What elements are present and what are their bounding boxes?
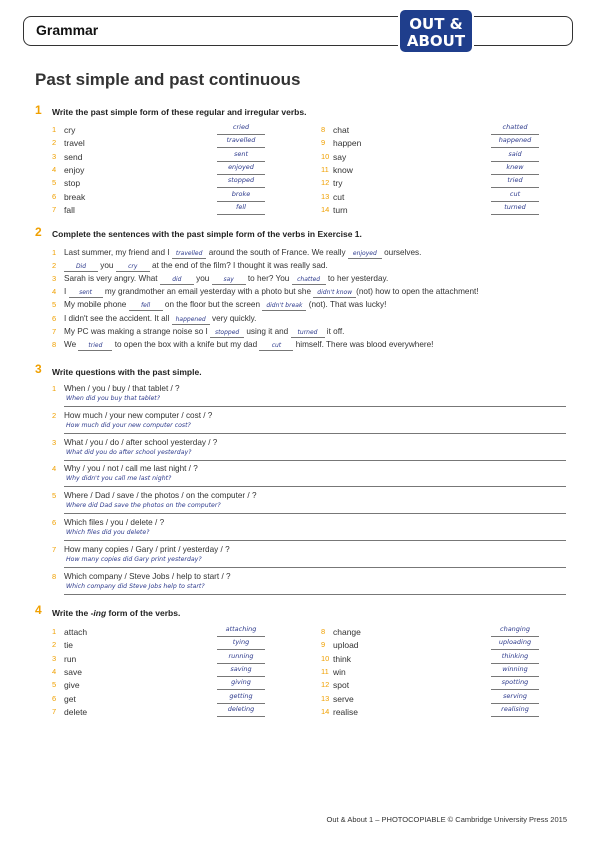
question-item [52, 438, 566, 461]
item-number: 3 [52, 274, 57, 284]
item-number: 6 [52, 518, 57, 527]
verb-label: chat [333, 125, 350, 135]
question-item [52, 411, 566, 434]
sentence-row [52, 248, 421, 259]
verb-label: cry [64, 125, 76, 135]
answer-field[interactable]: sent [217, 150, 265, 162]
answer-line[interactable]: Which files did you delete? [64, 529, 566, 541]
verb-label: get [64, 693, 76, 704]
verb-row [321, 149, 571, 164]
question-prompt [52, 438, 566, 449]
svg-text:OUT &: OUT & [409, 15, 463, 33]
verb-label: serve [333, 693, 354, 704]
prompt-text: When / you / buy / that tablet / ? [64, 384, 180, 393]
item-number: 7 [52, 706, 57, 716]
sentence-text: around the south of France. We really [206, 248, 348, 257]
item-number: 11 [321, 666, 329, 676]
sentence-row [52, 327, 344, 338]
item-number: 8 [321, 627, 326, 636]
answer-line[interactable]: Which company did Steve Jobs help to start? [64, 583, 566, 595]
item-number: 6 [52, 313, 57, 323]
verb-row [52, 125, 302, 137]
out-and-about-logo [395, 3, 477, 59]
answer-blank[interactable]: enjoyed [348, 249, 382, 259]
answer-blank[interactable]: turned [291, 328, 325, 338]
sentence-text: to her? You [245, 274, 292, 284]
question-item [52, 572, 566, 595]
answer-field[interactable]: happened [491, 136, 539, 148]
answer-field[interactable]: changing [491, 625, 539, 637]
verb-row [52, 704, 302, 719]
item-number: 1 [52, 627, 57, 636]
sentence-text: to her yesterday. [325, 274, 389, 284]
answer-blank[interactable]: happened [172, 315, 210, 325]
exercise-1-number: 1 [35, 103, 42, 117]
question-prompt [52, 384, 566, 395]
verb-label: say [333, 151, 347, 162]
answer-field[interactable]: stopped [217, 176, 265, 188]
sentence-text: using it and [244, 326, 291, 336]
item-number: 1 [52, 384, 57, 393]
item-number: 6 [52, 693, 57, 703]
answer-line[interactable]: Why didn't you call me last night? [64, 475, 566, 487]
item-number: 3 [52, 653, 57, 663]
sentence-text: my grandmother an email yesterday with a photo but she [102, 287, 314, 297]
answer-field[interactable]: attaching [217, 625, 265, 637]
answer-blank[interactable]: cut [259, 341, 293, 351]
answer-field[interactable]: tying [217, 638, 265, 650]
question-item [52, 518, 566, 541]
verb-row [52, 149, 302, 164]
item-number: 1 [52, 248, 57, 257]
item-number: 2 [52, 261, 57, 271]
question-item [52, 491, 566, 514]
answer-field[interactable]: giving [217, 678, 265, 690]
item-number: 8 [52, 339, 57, 349]
sentence-text: it off. [324, 326, 345, 336]
answer-blank[interactable]: stopped [210, 328, 244, 338]
item-number: 4 [52, 164, 57, 174]
item-number: 5 [52, 300, 57, 310]
verb-label: tie [64, 640, 73, 651]
answer-blank[interactable]: chatted [292, 275, 326, 285]
item-number: 11 [321, 164, 329, 174]
sentence-text: Last summer, my friend and I [64, 248, 172, 257]
verb-row [52, 202, 302, 217]
item-number: 13 [321, 191, 330, 201]
answer-field[interactable]: cried [217, 123, 265, 135]
item-number: 14 [321, 204, 330, 214]
verb-label: enjoy [64, 164, 85, 175]
answer-line[interactable]: Where did Dad save the photos on the computer? [64, 502, 566, 514]
answer-field[interactable]: said [491, 150, 539, 162]
verb-row [321, 138, 571, 150]
sentence-text: My mobile phone [64, 300, 129, 310]
sentence-row [52, 340, 433, 351]
item-number: 6 [52, 191, 57, 201]
exercise-4-instruction: Write the -ing form of the verbs. [52, 608, 181, 618]
verb-label: think [333, 653, 351, 664]
sentence-text: My PC was making a strange noise so I [64, 326, 211, 336]
item-number: 4 [52, 464, 57, 474]
question-item [52, 464, 566, 487]
item-number: 13 [321, 693, 330, 703]
verb-row [52, 691, 302, 706]
answer-field[interactable]: chatted [491, 123, 539, 135]
answer-field[interactable]: thinking [491, 652, 539, 664]
verb-row [321, 125, 571, 137]
item-number: 4 [52, 287, 57, 297]
exercise-2-number: 2 [35, 225, 42, 239]
verb-label: run [64, 653, 77, 664]
answer-line[interactable]: How many copies did Gary print yesterday? [64, 556, 566, 568]
verb-label: try [333, 178, 343, 189]
sentence-text: at the end of the film? I thought it was really sad. [149, 261, 328, 271]
answer-field[interactable]: spotting [491, 678, 539, 690]
question-prompt [52, 491, 566, 502]
answer-field[interactable]: getting [217, 692, 265, 704]
answer-field[interactable]: travelled [217, 136, 265, 148]
sentence-text: on the floor but the screen [162, 300, 263, 310]
verb-label: delete [64, 706, 88, 717]
verb-label: change [333, 627, 361, 637]
answer-line[interactable]: What did you do after school yesterday? [64, 449, 566, 461]
item-number: 1 [52, 125, 57, 134]
verb-label: attach [64, 627, 88, 637]
sentence-row [52, 274, 388, 285]
sentence-text: I [64, 287, 69, 297]
answer-blank[interactable]: cry [116, 262, 150, 272]
item-number: 14 [321, 706, 330, 716]
prompt-text: How many copies / Gary / print / yesterday / ? [64, 544, 230, 554]
verb-row [52, 651, 302, 666]
answer-field[interactable]: broke [217, 190, 265, 202]
sentence-text: I didn't see the accident. It all [64, 313, 172, 323]
answer-field[interactable]: serving [491, 692, 539, 704]
answer-blank[interactable]: sent [69, 288, 103, 298]
item-number: 7 [52, 544, 57, 554]
header-title: Grammar [36, 22, 99, 38]
item-number: 8 [52, 571, 57, 581]
answer-line[interactable]: When did you buy that tablet? [64, 395, 566, 407]
verb-row [321, 704, 571, 719]
verb-label: stop [64, 178, 81, 189]
verb-row [321, 162, 571, 177]
exercise-2-instruction: Complete the sentences with the past simple form of the verbs in Exercise 1. [52, 229, 362, 239]
item-number: 12 [321, 680, 330, 690]
exercise-3-instruction: Write questions with the past simple. [52, 367, 202, 377]
answer-field[interactable]: deleting [217, 705, 265, 717]
item-number: 3 [52, 437, 57, 447]
verb-row [52, 162, 302, 177]
question-item [52, 384, 566, 407]
prompt-text: Where / Dad / save / the photos / on the computer / ? [64, 491, 257, 501]
question-prompt [52, 464, 566, 475]
verb-row [52, 640, 302, 652]
answer-blank[interactable]: tried [78, 341, 112, 351]
sentence-text: you [193, 274, 212, 284]
verb-label: turn [333, 204, 348, 215]
verb-row [52, 664, 302, 679]
item-number: 10 [321, 653, 330, 663]
prompt-text: How much / your new computer / cost / ? [64, 410, 213, 420]
item-number: 5 [52, 680, 57, 690]
verb-row [52, 627, 302, 639]
answer-field[interactable]: realising [491, 705, 539, 717]
verb-label: send [64, 151, 83, 162]
answer-blank[interactable]: say [212, 275, 246, 285]
sentence-row [52, 287, 479, 298]
sentence-text: himself. There was blood everywhere! [293, 339, 434, 349]
item-number: 9 [321, 640, 326, 650]
answer-line[interactable]: How much did your new computer cost? [64, 422, 566, 434]
header-bar [23, 16, 573, 46]
answer-field[interactable]: saving [217, 665, 265, 677]
sentence-row [52, 261, 328, 272]
verb-row [52, 680, 302, 692]
answer-field[interactable]: enjoyed [217, 163, 265, 175]
answer-field[interactable]: knew [491, 163, 539, 175]
item-number: 10 [321, 151, 330, 161]
verb-label: know [333, 164, 353, 175]
answer-field[interactable]: uploading [491, 638, 539, 650]
verb-row [321, 627, 571, 639]
item-number: 7 [52, 204, 57, 214]
verb-label: save [64, 666, 82, 677]
verb-label: happen [333, 138, 362, 149]
verb-row [321, 640, 571, 652]
verb-row [321, 691, 571, 706]
answer-field[interactable]: tried [491, 176, 539, 188]
item-number: 9 [321, 138, 326, 148]
footer-copyright: Out & About 1 – PHOTOCOPIABLE © Cambridge University Press 2015 [326, 815, 567, 824]
verb-label: break [64, 191, 86, 202]
prompt-text: What / you / do / after school yesterday / ? [64, 437, 218, 447]
verb-row [321, 178, 571, 190]
page-title: Past simple and past continuous [35, 70, 301, 89]
sentence-text: We [64, 339, 79, 349]
question-prompt [52, 572, 566, 583]
answer-field[interactable]: running [217, 652, 265, 664]
item-number: 5 [52, 178, 57, 188]
answer-field[interactable]: fell [217, 203, 265, 215]
verb-label: win [333, 666, 346, 677]
verb-label: upload [333, 640, 359, 651]
item-number: 2 [52, 640, 57, 650]
item-number: 4 [52, 666, 57, 676]
prompt-text: Which files / you / delete / ? [64, 518, 165, 527]
sentence-text: (not) how to open the attachment! [356, 287, 479, 297]
item-number: 3 [52, 151, 57, 161]
exercise-3-number: 3 [35, 362, 42, 376]
item-number: 12 [321, 178, 330, 188]
answer-blank[interactable]: did [160, 275, 194, 285]
answer-blank[interactable]: Did [64, 262, 98, 272]
question-item [52, 545, 566, 568]
answer-field[interactable]: cut [491, 190, 539, 202]
verb-row [321, 189, 571, 204]
answer-blank[interactable]: travelled [172, 249, 207, 259]
verb-label: give [64, 680, 80, 691]
question-prompt [52, 411, 566, 422]
sentence-text: Sarah is very angry. What [64, 274, 160, 284]
item-number: 2 [52, 410, 57, 420]
verb-row [321, 680, 571, 692]
item-number: 5 [52, 491, 57, 501]
answer-blank[interactable]: didn't know [313, 288, 356, 298]
answer-blank[interactable]: didn't break [262, 301, 306, 311]
sentence-text: very quickly. [209, 313, 257, 323]
sentence-text: ourselves. [381, 248, 422, 257]
sentence-text: to open the box with a knife but my dad [112, 339, 260, 349]
verb-row [321, 664, 571, 679]
question-prompt [52, 518, 566, 529]
sentence-row [52, 300, 386, 311]
verb-label: spot [333, 680, 350, 691]
answer-blank[interactable]: fell [129, 301, 163, 311]
prompt-text: Which company / Steve Jobs / help to start / ? [64, 571, 231, 581]
verb-row [52, 178, 302, 190]
item-number: 8 [321, 125, 326, 134]
verb-label: cut [333, 191, 345, 202]
answer-field[interactable]: winning [491, 665, 539, 677]
verb-label: travel [64, 138, 85, 149]
sentence-row [52, 314, 256, 325]
svg-text:ABOUT: ABOUT [406, 32, 466, 50]
sentence-text: (not). That was lucky! [306, 300, 387, 310]
question-prompt [52, 545, 566, 556]
verb-row [321, 202, 571, 217]
verb-row [52, 189, 302, 204]
answer-field[interactable]: turned [491, 203, 539, 215]
verb-label: realise [333, 706, 359, 717]
verb-row [52, 138, 302, 150]
item-number: 7 [52, 326, 57, 336]
verb-label: fall [64, 204, 75, 215]
exercise-4-number: 4 [35, 603, 42, 617]
exercise-1-instruction: Write the past simple form of these regular and irregular verbs. [52, 107, 307, 117]
verb-row [321, 651, 571, 666]
sentence-text: you [98, 261, 116, 271]
item-number: 2 [52, 138, 57, 148]
prompt-text: Why / you / not / call me last night / ? [64, 464, 198, 474]
